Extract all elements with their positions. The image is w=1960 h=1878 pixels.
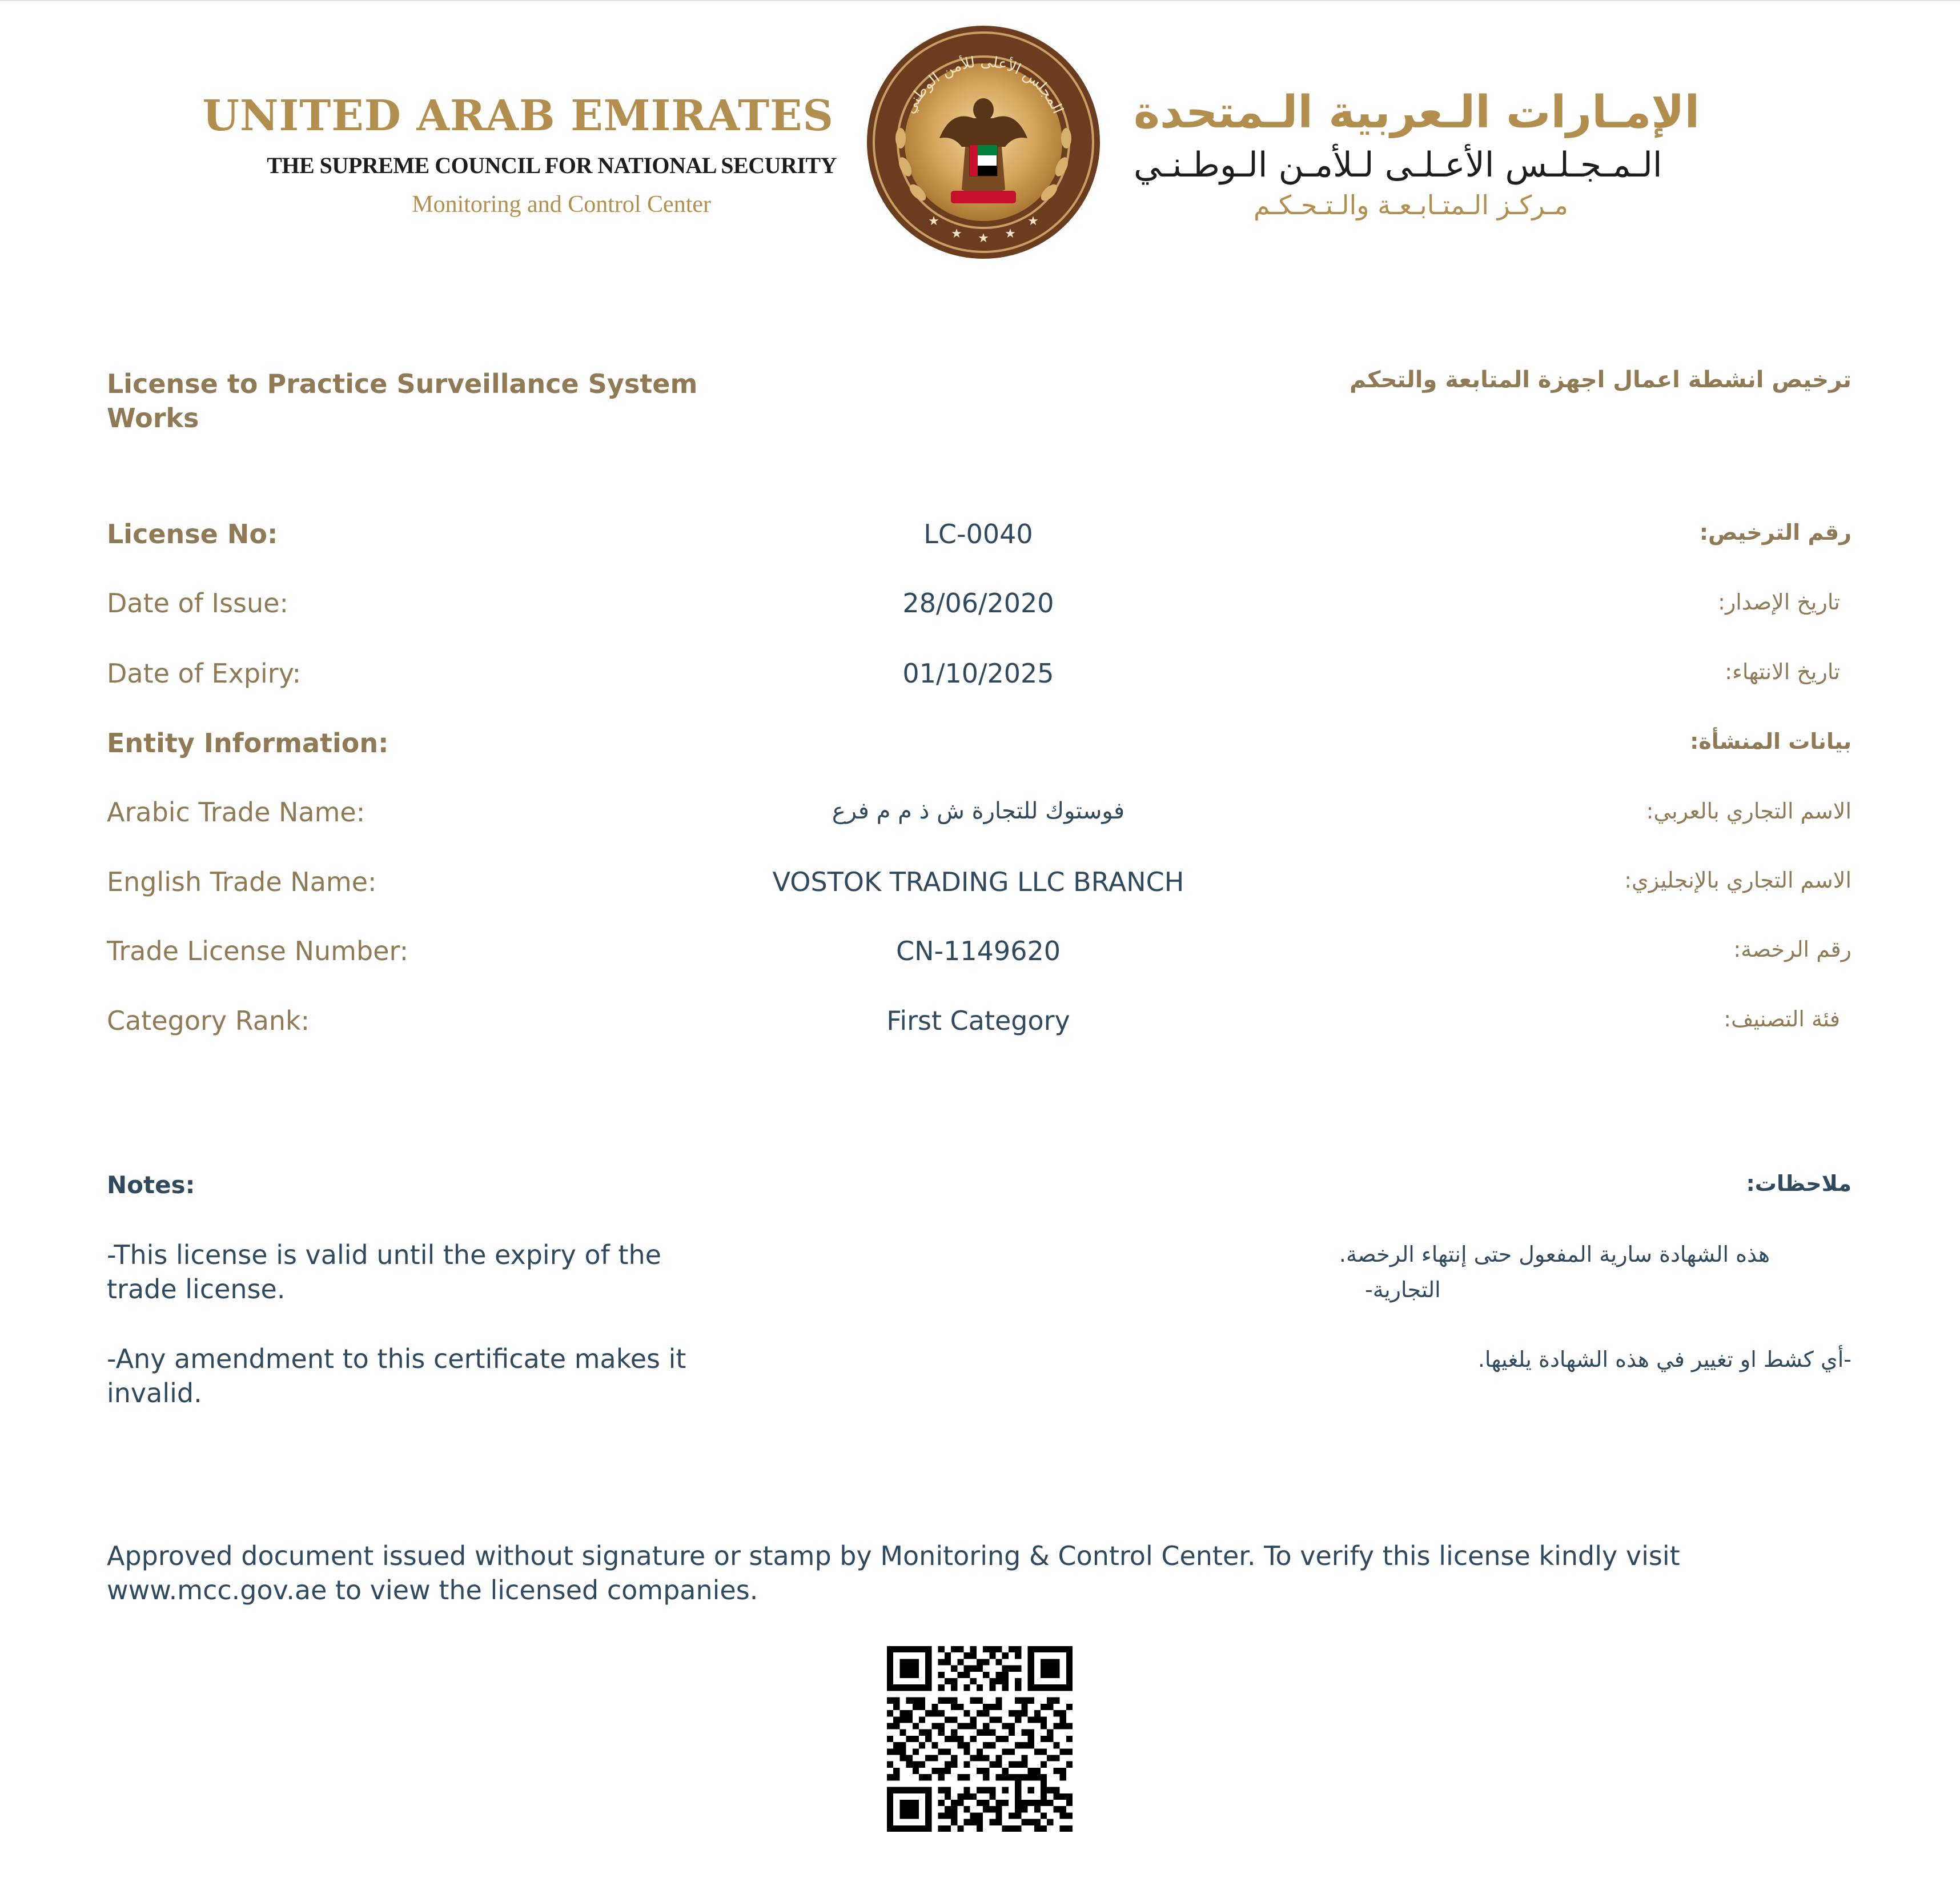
header-en-center: Monitoring and Control Center (412, 191, 711, 218)
expiry-date-value: 01/10/2025 (902, 658, 1054, 689)
trade-license-value: CN-1149620 (896, 936, 1061, 966)
issue-date-label-ar: تاريخ الإصدار: (1718, 589, 1840, 615)
header-en-title: UNITED ARAB EMIRATES (202, 91, 834, 141)
document-title-ar: ترخيص انشطة اعمال اجهزة المتابعة والتحكم (1349, 367, 1851, 393)
emblem-arc-text: المجلس الأعلى للأمن الوطني (901, 53, 1067, 117)
header-ar-center: مـركـز الـمتـابـعـة والـتـحـكـم (1254, 190, 1568, 220)
svg-text:★: ★ (978, 231, 989, 246)
english-trade-name-value: VOSTOK TRADING LLC BRANCH (772, 866, 1184, 897)
note-ar-2: -أي كشط او تغيير في هذه الشهادة يلغيها. (1477, 1347, 1851, 1372)
trade-license-label-ar: رقم الرخصة: (1733, 937, 1851, 962)
uae-emblem-icon (865, 24, 1102, 261)
note-ar-1-line2: التجارية- (1365, 1277, 1441, 1302)
license-no-label: License No: (107, 519, 278, 549)
header-en-subtitle: THE SUPREME COUNCIL FOR NATIONAL SECURITY (267, 153, 837, 178)
entity-info-label: Entity Information: (107, 728, 389, 759)
note-ar-1-line1: هذه الشهادة سارية المفعول حتى إنتهاء الرخصة. (1339, 1242, 1770, 1267)
issue-date-value: 28/06/2020 (902, 588, 1054, 619)
svg-text:★: ★ (1027, 214, 1039, 228)
svg-text:★: ★ (1005, 227, 1016, 241)
english-trade-name-label-ar: الاسم التجاري بالإنجليزي: (1624, 868, 1851, 893)
note-en-1: -This license is valid until the expiry of the trade license. (107, 1239, 661, 1305)
arabic-trade-name-label-ar: الاسم التجاري بالعربي: (1646, 798, 1851, 824)
license-no-value: LC-0040 (923, 519, 1033, 549)
svg-text:★: ★ (951, 227, 962, 241)
issue-date-label: Date of Issue: (107, 588, 288, 619)
notes-label: Notes: (107, 1171, 195, 1199)
expiry-date-label: Date of Expiry: (107, 658, 302, 689)
verification-footer: Approved document issued without signature or stamp by Monitoring & Control Center. To verify this license kindly visit www.mcc.gov.ae to view the licensed companies. (107, 1540, 1680, 1606)
entity-info-label-ar: بيانات المنشأة: (1690, 729, 1851, 754)
category-rank-label: Category Rank: (107, 1005, 310, 1036)
notes-label-ar: ملاحظات: (1746, 1171, 1851, 1196)
license-no-label-ar: رقم الترخيص: (1699, 520, 1851, 545)
header-ar-title: الإمـارات الـعربية الـمتحدة (1134, 87, 1700, 138)
arabic-trade-name-value: فوستوك للتجارة ش ذ م م فرع (832, 798, 1125, 824)
document-title-en: License to Practice Surveillance System Works (107, 368, 698, 434)
expiry-date-label-ar: تاريخ الانتهاء: (1725, 659, 1840, 684)
category-rank-value: First Category (886, 1005, 1070, 1036)
svg-text:★: ★ (928, 214, 939, 228)
qr-code-icon (887, 1646, 1073, 1832)
arabic-trade-name-label: Arabic Trade Name: (107, 797, 366, 828)
category-rank-label-ar: فئة التصنيف: (1724, 1006, 1840, 1032)
trade-license-label: Trade License Number: (107, 936, 409, 966)
note-en-2: -Any amendment to this certificate makes it invalid. (107, 1343, 686, 1409)
header-ar-subtitle: الـمـجـلـس الأعـلـى لـلأمـن الـوطـنـي (1134, 145, 1662, 185)
english-trade-name-label: English Trade Name: (107, 866, 377, 897)
